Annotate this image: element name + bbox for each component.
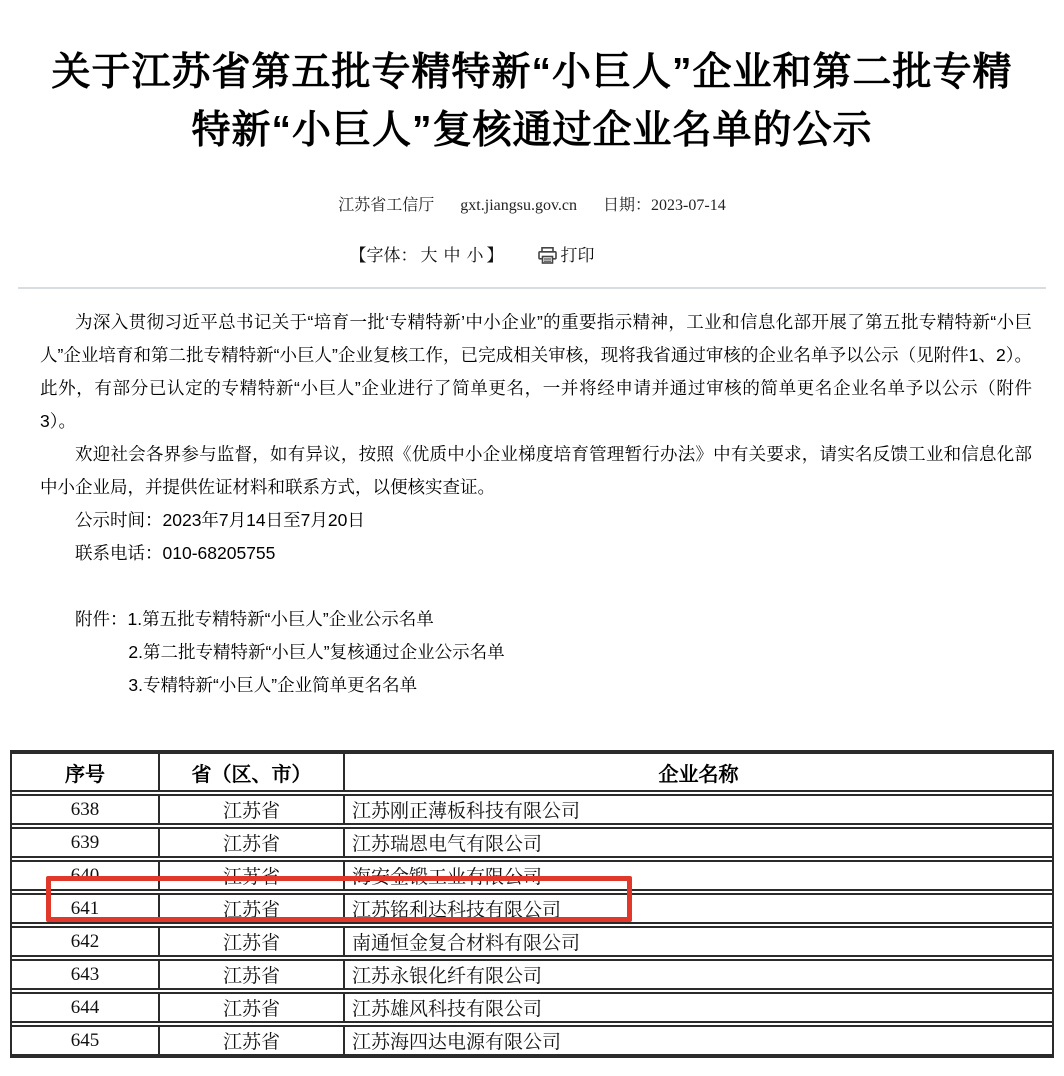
date-label: 日期：	[603, 197, 652, 214]
table-row	[12, 794, 1052, 825]
row-serial: 638	[12, 794, 160, 825]
table-header-row	[12, 752, 1052, 792]
date-value: 2023-07-14	[651, 197, 726, 214]
row-company: 江苏刚正薄板科技有限公司	[345, 794, 1052, 825]
font-label-open: 【字体：	[349, 246, 418, 265]
row-province: 江苏省	[160, 926, 345, 957]
paragraph-1: 为深入贯彻习近平总书记关于“培育一批‘专精特新’中小企业”的重要指示精神，工业和信息化部开展了第五批专精特新“小巨人”企业培育和第二批专精特新“小巨人”企业复核工作，已完成相关审核，现将我省通过审核的企业名单予以公示（见附件1、2）。此外，有部分已认定的专精特新“小巨人”企业进行了简单更名，一并将经申请并通过审核的简单更名企业名单予以公示（附件3）。	[40, 312, 1032, 431]
source-agency: 江苏省工信厅	[338, 197, 435, 214]
row-company: 江苏雄风科技有限公司	[345, 992, 1052, 1023]
source-url: gxt.jiangsu.gov.cn	[460, 197, 578, 214]
header-serial: 序号	[12, 752, 160, 792]
row-serial: 641	[12, 893, 160, 924]
row-province: 江苏省	[160, 794, 345, 825]
row-serial: 640	[12, 860, 160, 891]
divider	[18, 287, 1046, 289]
company-table-wrapper	[10, 750, 1054, 1058]
font-large-button[interactable]: 大	[420, 246, 438, 265]
row-serial: 644	[12, 992, 160, 1023]
header-province: 省（区、市）	[160, 752, 345, 792]
table-row	[12, 992, 1052, 1023]
attachment-1: 附件：1.第五批专精特新“小巨人”企业公示名单	[75, 609, 434, 629]
company-table	[12, 750, 1052, 1058]
row-province: 江苏省	[160, 1025, 345, 1056]
row-company: 江苏海四达电源有限公司	[345, 1025, 1052, 1056]
table-row	[12, 827, 1052, 858]
row-serial: 643	[12, 959, 160, 990]
page-title-line1: 关于江苏省第五批专精特新“小巨人”企业和第二批专精	[51, 51, 1013, 94]
attachments-list	[40, 603, 1032, 702]
table-row-highlighted	[12, 893, 1052, 924]
meta-line	[0, 192, 1064, 215]
attachment-2: 2.第二批专精特新“小巨人”复核通过企业公示名单	[128, 642, 505, 662]
row-company: 海安金锻工业有限公司	[345, 860, 1052, 891]
table-row	[12, 1025, 1052, 1056]
print-label: 打印	[560, 246, 595, 265]
publicity-period: 公示时间：2023年7月14日至7月20日	[75, 510, 365, 530]
table-row	[12, 959, 1052, 990]
row-company: 南通恒金复合材料有限公司	[345, 926, 1052, 957]
printer-icon	[538, 247, 557, 264]
row-serial: 645	[12, 1025, 160, 1056]
font-medium-button[interactable]: 中	[443, 246, 461, 265]
announcement-body	[40, 306, 1032, 702]
font-label-close: 】	[486, 246, 504, 265]
table-row	[12, 926, 1052, 957]
row-province: 江苏省	[160, 860, 345, 891]
page-title-line2: 特新“小巨人”复核通过企业名单的公示	[191, 109, 873, 152]
row-province: 江苏省	[160, 992, 345, 1023]
table-row	[12, 860, 1052, 891]
attachment-3: 3.专精特新“小巨人”企业简单更名名单	[128, 675, 418, 695]
font-size-control	[350, 246, 504, 265]
page-title	[20, 44, 1044, 160]
row-serial: 642	[12, 926, 160, 957]
row-province: 江苏省	[160, 959, 345, 990]
print-button[interactable]	[538, 241, 595, 266]
row-company: 江苏铭利达科技有限公司	[345, 893, 1052, 924]
row-company: 江苏永银化纤有限公司	[345, 959, 1052, 990]
font-small-button[interactable]: 小	[466, 246, 484, 265]
row-province: 江苏省	[160, 827, 345, 858]
header-company: 企业名称	[345, 752, 1052, 792]
contact-phone: 联系电话：010-68205755	[75, 543, 276, 563]
row-serial: 639	[12, 827, 160, 858]
paragraph-2: 欢迎社会各界参与监督，如有异议，按照《优质中小企业梯度培育管理暂行办法》中有关要求，请实名反馈工业和信息化部中小企业局，并提供佐证材料和联系方式，以便核实查证。	[40, 444, 1032, 497]
toolbar	[0, 241, 1064, 266]
row-province: 江苏省	[160, 893, 345, 924]
row-company: 江苏瑞恩电气有限公司	[345, 827, 1052, 858]
